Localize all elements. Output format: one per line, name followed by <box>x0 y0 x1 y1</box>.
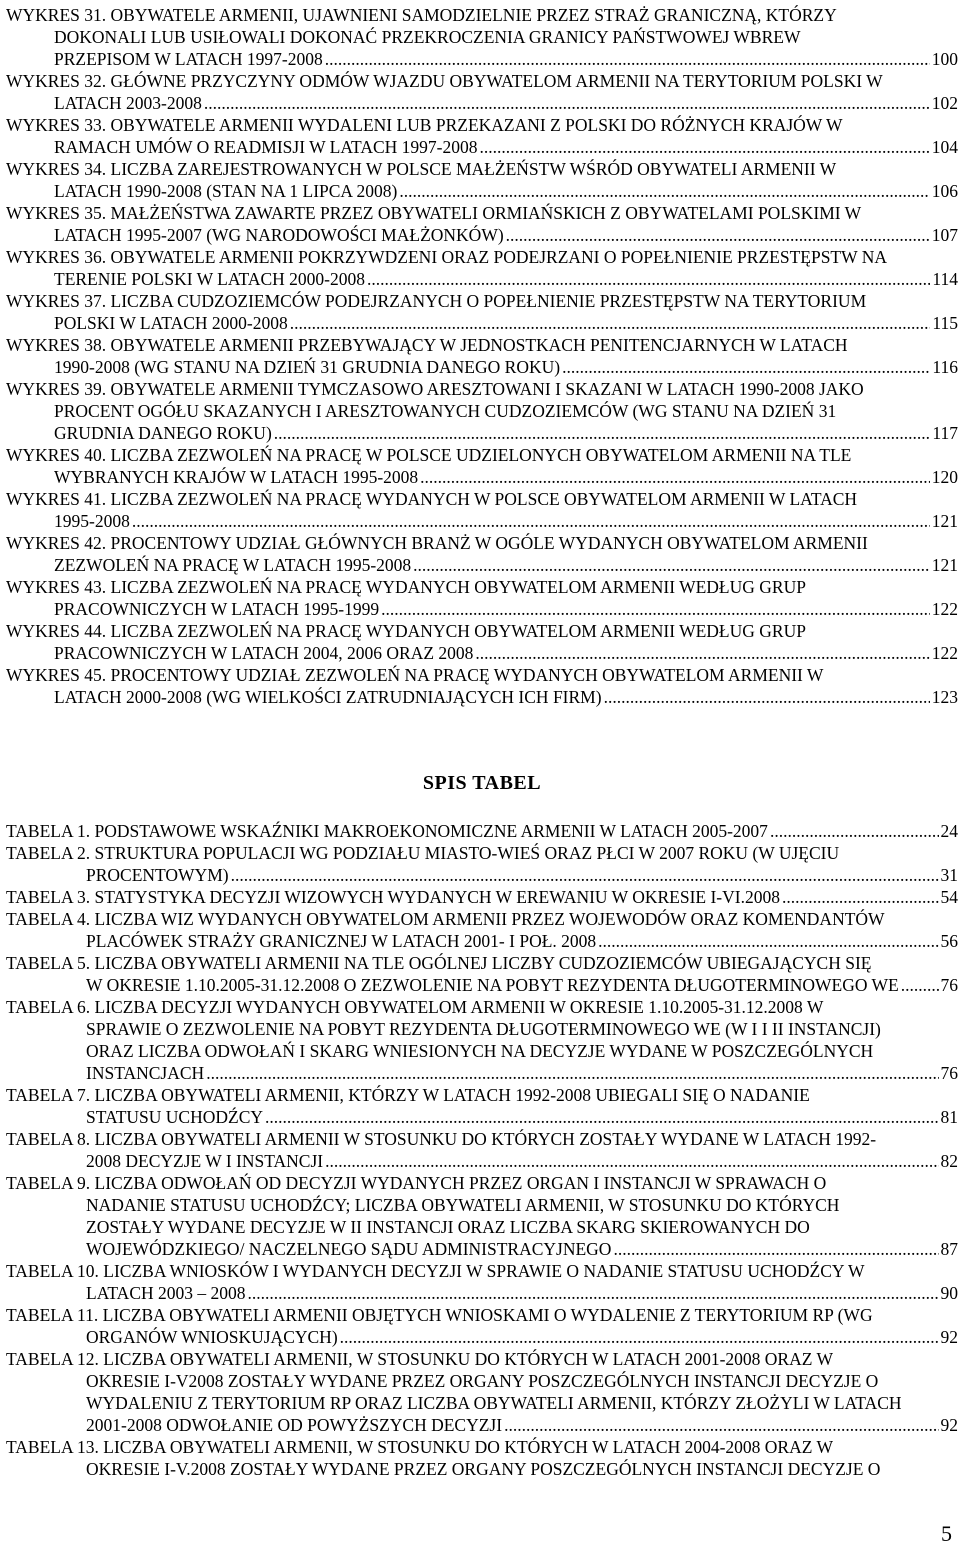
entry-page-number: 106 <box>931 181 958 201</box>
entry-title-line: WYKRES 45. PROCENTOWY UDZIAŁ ZEZWOLEŃ NA PRACĘ WYDANYCH OBYWATELOM ARMENII W <box>6 665 824 685</box>
dot-leader <box>325 1150 938 1172</box>
entry-title-line: WYKRES 42. PROCENTOWY UDZIAŁ GŁÓWNYCH BRANŻ W OGÓLE WYDANYCH OBYWATELOM ARMENII <box>6 533 868 553</box>
entry-page-number: 123 <box>931 687 958 707</box>
figures-list <box>6 4 958 708</box>
entry-page-number: 121 <box>931 555 958 575</box>
dot-leader <box>475 642 929 664</box>
entry-title-line: GRUDNIA DANEGO ROKU) <box>54 423 272 443</box>
table-entry[interactable] <box>6 952 958 996</box>
entry-title-line: LATACH 2003-2008 <box>54 93 202 113</box>
dot-leader <box>381 598 930 620</box>
entry-title-line: TABELA 9. LICZBA ODWOŁAŃ OD DECYZJI WYDANYCH PRZEZ ORGAN I INSTANCJI W SPRAWACH O <box>6 1173 827 1193</box>
figure-entry[interactable] <box>6 620 958 664</box>
entry-page-number: 121 <box>931 511 958 531</box>
entry-title-line: ZEZWOLEŃ NA PRACĘ W LATACH 1995-2008 <box>54 555 412 575</box>
entry-page-number: 115 <box>932 313 958 333</box>
entry-page-number: 114 <box>932 269 958 289</box>
dot-leader <box>598 930 938 952</box>
dot-leader <box>274 422 931 444</box>
tables-heading: SPIS TABEL <box>422 772 542 794</box>
figure-entry[interactable] <box>6 664 958 708</box>
table-entry[interactable] <box>6 1128 958 1172</box>
entry-title-line: TABELA 7. LICZBA OBYWATELI ARMENII, KTÓRZY W LATACH 1992-2008 UBIEGALI SIĘ O NADANIE <box>6 1085 810 1105</box>
dot-leader <box>562 356 930 378</box>
entry-title-line: WYKRES 34. LICZBA ZAREJESTROWANYCH W POLSCE MAŁŻEŃSTW WŚRÓD OBYWATELI ARMENII W <box>6 159 837 179</box>
entry-page-number: 104 <box>931 137 958 157</box>
entry-title-line: TABELA 8. LICZBA OBYWATELI ARMENII W STOSUNKU DO KTÓRYCH ZOSTAŁY WYDANE W LATACH 1992- <box>6 1129 877 1149</box>
entry-page-number: 82 <box>940 1151 958 1171</box>
toc-page <box>6 4 958 1480</box>
figure-entry[interactable] <box>6 114 958 158</box>
entry-page-number: 116 <box>932 357 958 377</box>
entry-title-line: PROCENTOWYM) <box>86 865 229 885</box>
entry-title-line: PLACÓWEK STRAŻY GRANICZNEJ W LATACH 2001- I POŁ. 2008 <box>86 931 597 951</box>
entry-page-number: 117 <box>932 423 958 443</box>
entry-title-line: TABELA 11. LICZBA OBYWATELI ARMENII OBJĘTYCH WNIOSKAMI O WYDALENIE Z TERYTORIUM RP (WG <box>6 1305 873 1325</box>
dot-leader <box>901 974 939 996</box>
figure-entry[interactable] <box>6 334 958 378</box>
entry-title-line: WYDALENIU Z TERYTORIUM RP ORAZ LICZBA OBYWATELI ARMENII, KTÓRZY ZŁOŻYLI W LATACH <box>86 1393 902 1413</box>
dot-leader <box>367 268 930 290</box>
entry-title-line: WYKRES 39. OBYWATELE ARMENII TYMCZASOWO ARESZTOWANI I SKAZANI W LATACH 1990-2008 JAKO <box>6 379 864 399</box>
entry-page-number: 102 <box>931 93 958 113</box>
table-entry[interactable] <box>6 1348 958 1436</box>
entry-title-line: WYKRES 35. MAŁŻEŃSTWA ZAWARTE PRZEZ OBYWATELI ORMIAŃSKICH Z OBYWATELAMI POLSKIMI W <box>6 203 862 223</box>
entry-title-line: TABELA 4. LICZBA WIZ WYDANYCH OBYWATELOM ARMENII PRZEZ WOJEWODÓW ORAZ KOMENDANTÓW <box>6 909 885 929</box>
figure-entry[interactable] <box>6 532 958 576</box>
dot-leader <box>504 1414 938 1436</box>
entry-page-number: 81 <box>940 1107 958 1127</box>
entry-title-line: TABELA 2. STRUKTURA POPULACJI WG PODZIAŁU MIASTO-WIEŚ ORAZ PŁCI W 2007 ROKU (W UJĘCIU <box>6 843 840 863</box>
figure-entry[interactable] <box>6 202 958 246</box>
figure-entry[interactable] <box>6 70 958 114</box>
entry-title-line: PRZEPISOM W LATACH 1997-2008 <box>54 49 323 69</box>
entry-title-line: WYKRES 32. GŁÓWNE PRZYCZYNY ODMÓW WJAZDU OBYWATELOM ARMENII NA TERYTORIUM POLSKI W <box>6 71 883 91</box>
figure-entry[interactable] <box>6 4 958 70</box>
dot-leader <box>613 1238 938 1260</box>
entry-title-line: TABELA 13. LICZBA OBYWATELI ARMENII, W STOSUNKU DO KTÓRYCH W LATACH 2004-2008 ORAZ W <box>6 1437 833 1457</box>
tables-list <box>6 820 958 1480</box>
entry-title-line: WYKRES 38. OBYWATELE ARMENII PRZEBYWAJĄCY W JEDNOSTKACH PENITENCJARNYCH W LATACH <box>6 335 848 355</box>
entry-title-line: WYKRES 41. LICZBA ZEZWOLEŃ NA PRACĘ WYDANYCH W POLSCE OBYWATELOM ARMENII W LATACH <box>6 489 858 509</box>
entry-title-line: PROCENT OGÓŁU SKAZANYCH I ARESZTOWANYCH CUDZOZIEMCÓW (WG STANU NA DZIEŃ 31 <box>54 401 837 421</box>
entry-page-number: 87 <box>940 1239 958 1259</box>
figure-entry[interactable] <box>6 576 958 620</box>
entry-title-line: STATUSU UCHODŹCY <box>86 1107 264 1127</box>
entry-title-line: WYKRES 43. LICZBA ZEZWOLEŃ NA PRACĘ WYDANYCH OBYWATELOM ARMENII WEDŁUG GRUP <box>6 577 806 597</box>
entry-title-line: ZOSTAŁY WYDANE DECYZJE W II INSTANCJI ORAZ LICZBA SKARG SKIEROWANYCH DO <box>86 1217 810 1237</box>
entry-title-line: INSTANCJACH <box>86 1063 205 1083</box>
dot-leader <box>479 136 929 158</box>
entry-title-line: POLSKI W LATACH 2000-2008 <box>54 313 288 333</box>
entry-title-line: TABELA 6. LICZBA DECYZJI WYDANYCH OBYWATELOM ARMENII W OKRESIE 1.10.2005-31.12.2008 W <box>6 997 824 1017</box>
entry-title-line: LATACH 2000-2008 (WG WIELKOŚCI ZATRUDNIAJĄCYCH ICH FIRM) <box>54 687 602 707</box>
entry-title-line: DOKONALI LUB USIŁOWALI DOKONAĆ PRZEKROCZENIA GRANICY PAŃSTWOWEJ WBREW <box>54 27 801 47</box>
table-entry[interactable] <box>6 842 958 886</box>
entry-title-line: TABELA 12. LICZBA OBYWATELI ARMENII, W STOSUNKU DO KTÓRYCH W LATACH 2001-2008 ORAZ W <box>6 1349 833 1369</box>
entry-title-line: LATACH 1995-2007 (WG NARODOWOŚCI MAŁŻONKÓW) <box>54 225 504 245</box>
entry-page-number: 122 <box>931 643 958 663</box>
entry-title-line: OKRESIE I-V.2008 ZOSTAŁY WYDANE PRZEZ ORGANY POSZCZEGÓLNYCH INSTANCJI DECYZJE O <box>86 1459 881 1479</box>
entry-title-line: TABELA 1. PODSTAWOWE WSKAŹNIKI MAKROEKONOMICZNE ARMENII W LATACH 2005-2007 <box>6 821 768 841</box>
entry-page-number: 56 <box>940 931 958 951</box>
figure-entry[interactable] <box>6 246 958 290</box>
entry-page-number: 90 <box>940 1283 958 1303</box>
entry-title-line: ORGANÓW WNIOSKUJĄCYCH) <box>86 1327 338 1347</box>
entry-title-line: WOJEWÓDZKIEGO/ NACZELNEGO SĄDU ADMINISTRACYJNEGO <box>86 1239 612 1259</box>
entry-title-line: LATACH 1990-2008 (STAN NA 1 LIPCA 2008) <box>54 181 398 201</box>
table-entry[interactable] <box>6 1260 958 1304</box>
dot-leader <box>265 1106 938 1128</box>
entry-title-line: WYKRES 44. LICZBA ZEZWOLEŃ NA PRACĘ WYDANYCH OBYWATELOM ARMENII WEDŁUG GRUP <box>6 621 806 641</box>
table-entry[interactable] <box>6 1172 958 1260</box>
table-entry[interactable] <box>6 886 958 908</box>
entry-title-line: W OKRESIE 1.10.2005-31.12.2008 O ZEZWOLENIE NA POBYT REZYDENTA DŁUGOTERMINOWEGO WE <box>86 975 899 995</box>
entry-title-line: 1995-2008 <box>54 511 130 531</box>
entry-page-number: 120 <box>931 467 958 487</box>
entry-title-line: 1990-2008 (WG STANU NA DZIEŃ 31 GRUDNIA DANEGO ROKU) <box>54 357 561 377</box>
dot-leader <box>399 180 929 202</box>
figure-entry[interactable] <box>6 444 958 488</box>
entry-page-number: 107 <box>931 225 958 245</box>
dot-leader <box>340 1326 939 1348</box>
entry-title-line: WYKRES 37. LICZBA CUDZOZIEMCÓW PODEJRZANYCH O POPEŁNIENIE PRZESTĘPSTW NA TERYTORIUM <box>6 291 867 311</box>
entry-title-line: WYKRES 36. OBYWATELE ARMENII POKRZYWDZENI ORAZ PODEJRZANI O POPEŁNIENIE PRZESTĘPSTW NA <box>6 247 887 267</box>
entry-title-line: PRACOWNICZYCH W LATACH 1995-1999 <box>54 599 380 619</box>
table-entry[interactable] <box>6 820 958 842</box>
dot-leader <box>248 1282 939 1304</box>
entry-title-line: 2001-2008 ODWOŁANIE OD POWYŻSZYCH DECYZJI <box>86 1415 503 1435</box>
table-entry[interactable] <box>6 1436 958 1480</box>
figure-entry[interactable] <box>6 158 958 202</box>
entry-title-line: WYBRANYCH KRAJÓW W LATACH 1995-2008 <box>54 467 419 487</box>
entry-title-line: SPRAWIE O ZEZWOLENIE NA POBYT REZYDENTA DŁUGOTERMINOWEGO WE (W I I II INSTANCJI) <box>86 1019 881 1039</box>
entry-title-line: LATACH 2003 – 2008 <box>86 1283 246 1303</box>
entry-page-number: 54 <box>940 887 958 907</box>
dot-leader <box>413 554 930 576</box>
entry-page-number: 31 <box>940 865 958 885</box>
dot-leader <box>770 820 939 842</box>
entry-title-line: WYKRES 33. OBYWATELE ARMENII WYDALENI LUB PRZEKAZANI Z POLSKI DO RÓŻNYCH KRAJÓW W <box>6 115 843 135</box>
dot-leader <box>290 312 931 334</box>
figure-entry[interactable] <box>6 290 958 334</box>
entry-page-number: 76 <box>940 1063 958 1083</box>
table-entry[interactable] <box>6 1304 958 1348</box>
dot-leader <box>604 686 930 708</box>
figure-entry[interactable] <box>6 378 958 444</box>
entry-title-line: WYKRES 40. LICZBA ZEZWOLEŃ NA PRACĘ W POLSCE UDZIELONYCH OBYWATELOM ARMENII NA TLE <box>6 445 852 465</box>
table-entry[interactable] <box>6 1084 958 1128</box>
entry-title-line: TABELA 10. LICZBA WNIOSKÓW I WYDANYCH DECYZJI W SPRAWIE O NADANIE STATUSU UCHODŹCY W <box>6 1261 865 1281</box>
entry-title-line: TABELA 5. LICZBA OBYWATELI ARMENII NA TLE OGÓLNEJ LICZBY CUDZOZIEMCÓW UBIEGAJĄCYCH SIĘ <box>6 953 872 973</box>
entry-page-number: 100 <box>931 49 958 69</box>
table-entry[interactable] <box>6 996 958 1084</box>
dot-leader <box>325 48 930 70</box>
entry-title-line: TABELA 3. STATYSTYKA DECYZJI WIZOWYCH WYDANYCH W EREWANIU W OKRESIE I-VI.2008 <box>6 887 780 907</box>
entry-title-line: TERENIE POLSKI W LATACH 2000-2008 <box>54 269 365 289</box>
entry-page-number: 76 <box>940 975 958 995</box>
entry-page-number: 92 <box>940 1415 958 1435</box>
entry-page-number: 92 <box>940 1327 958 1347</box>
entry-title-line: PRACOWNICZYCH W LATACH 2004, 2006 ORAZ 2008 <box>54 643 474 663</box>
dot-leader <box>231 864 939 886</box>
entry-title-line: ORAZ LICZBA ODWOŁAŃ I SKARG WNIESIONYCH NA DECYZJE WYDANE W POSZCZEGÓLNYCH <box>86 1041 874 1061</box>
dot-leader <box>782 886 939 908</box>
entry-page-number: 122 <box>931 599 958 619</box>
page-number: 5 <box>941 1521 952 1546</box>
dot-leader <box>206 1062 938 1084</box>
dot-leader <box>204 92 930 114</box>
dot-leader <box>132 510 930 532</box>
dot-leader <box>506 224 930 246</box>
entry-title-line: WYKRES 31. OBYWATELE ARMENII, UJAWNIENI SAMODZIELNIE PRZEZ STRAŻ GRANICZNĄ, KTÓRZY <box>6 5 837 25</box>
entry-title-line: NADANIE STATUSU UCHODŹCY; LICZBA OBYWATELI ARMENII, W STOSUNKU DO KTÓRYCH <box>86 1195 840 1215</box>
dot-leader <box>420 466 930 488</box>
figure-entry[interactable] <box>6 488 958 532</box>
entry-page-number: 24 <box>940 821 958 841</box>
table-entry[interactable] <box>6 908 958 952</box>
entry-title-line: 2008 DECYZJE W I INSTANCJI <box>86 1151 324 1171</box>
entry-title-line: OKRESIE I-V2008 ZOSTAŁY WYDANE PRZEZ ORGANY POSZCZEGÓLNYCH INSTANCJI DECYZJE O <box>86 1371 879 1391</box>
entry-title-line: RAMACH UMÓW O READMISJI W LATACH 1997-2008 <box>54 137 478 157</box>
